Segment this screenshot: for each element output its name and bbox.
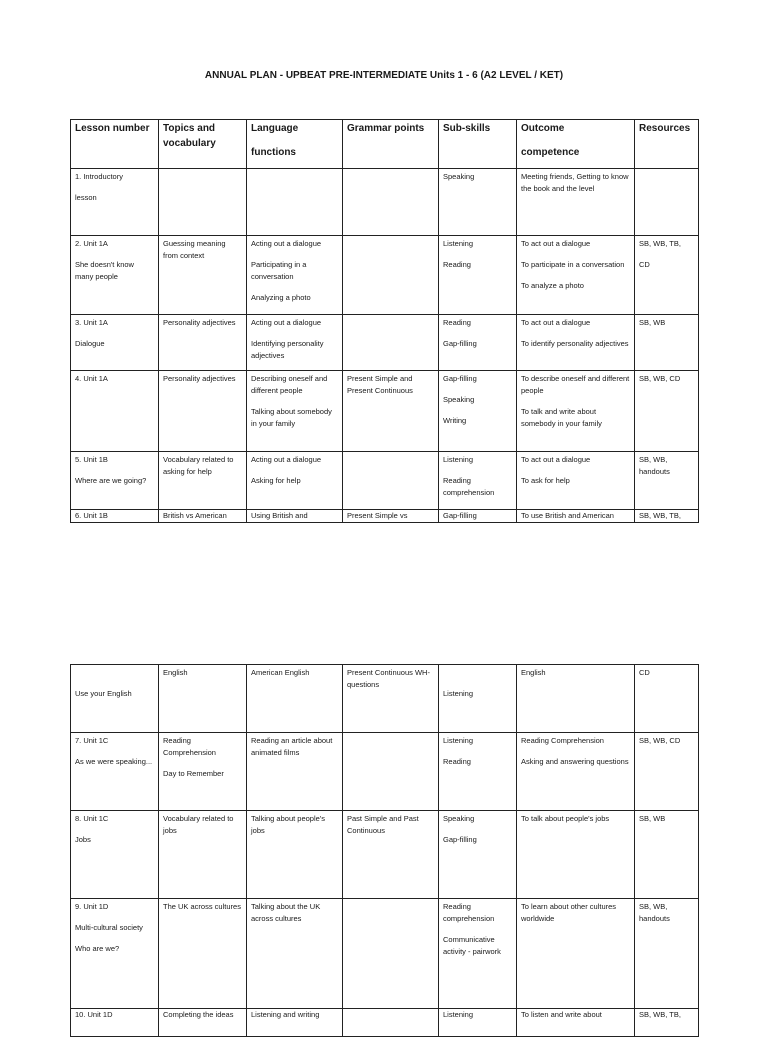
cell-text: Speaking [443,395,475,404]
cell-subskills [439,811,517,899]
cell-lesson [71,236,159,315]
cell-text: Reading [443,757,471,766]
cell-text: Personality adjectives [163,374,236,383]
cell-topics [159,733,247,811]
cell-text: Vocabulary related to jobs [163,814,234,835]
cell-text: Reading comprehension [443,902,495,923]
cell-text: Listening and writing [251,1010,320,1019]
cell-text: Present Continuous WH-questions [347,668,430,689]
cell-text: Identifying personality adjectives [251,339,324,360]
cell-grammar [343,315,439,371]
cell-language [247,899,343,1009]
cell-grammar [343,371,439,452]
cell-language [247,236,343,315]
cell-text: 3. Unit 1A [75,318,108,327]
cell-text: Where are we going? [75,476,147,485]
cell-lesson [71,665,159,733]
cell-topics [159,236,247,315]
cell-text: Reading [443,318,471,327]
annual-plan-table-page-1 [70,119,699,523]
cell-text: To participate in a conversation [521,260,625,269]
cell-text: Asking for help [251,476,301,485]
cell-text: Present Simple vs [347,511,408,520]
cell-text: To analyze a photo [521,281,584,290]
cell-grammar [343,169,439,236]
document-title: ANNUAL PLAN - UPBEAT PRE-INTERMEDIATE Units 1 - 6 (A2 LEVEL / KET) [204,70,564,81]
cell-outcome [517,510,635,523]
cell-text: Describing oneself and different people [251,374,328,395]
cell-text: American English [251,668,310,677]
cell-text: Gap-filling [443,511,477,520]
cell-lesson [71,371,159,452]
cell-language [247,811,343,899]
cell-text: Using British and [251,511,308,520]
cell-topics [159,811,247,899]
cell-text: Writing [443,416,467,425]
cell-text: Reading an article about animated films [251,736,333,757]
cell-text: CD [639,668,650,677]
cell-outcome [517,899,635,1009]
header-language-functions: Language functions [247,120,343,169]
cell-text: Who are we? [75,944,120,953]
cell-text: Listening [443,239,474,248]
cell-topics [159,315,247,371]
cell-text: Asking and answering questions [521,757,629,766]
cell-outcome [517,315,635,371]
cell-text: Multi-cultural society [75,923,143,932]
annual-plan-table-page-2 [70,664,699,1037]
cell-text: SB, WB, TB, [639,1010,681,1019]
cell-text: Dialogue [75,339,105,348]
cell-resources [635,1009,699,1037]
cell-text: SB, WB, TB, [639,239,681,248]
cell-text: To act out a dialogue [521,318,591,327]
cell-text: Talking about somebody in your family [251,407,332,428]
cell-text: 7. Unit 1C [75,736,109,745]
table-row [71,665,699,733]
cell-text: To act out a dialogue [521,239,591,248]
cell-resources [635,665,699,733]
cell-text: Reading comprehension [443,476,495,497]
cell-text: SB, WB, CD [639,374,681,383]
cell-text: Personality adjectives [163,318,236,327]
cell-grammar [343,1009,439,1037]
cell-subskills [439,371,517,452]
cell-outcome [517,811,635,899]
cell-lesson [71,315,159,371]
cell-subskills [439,899,517,1009]
cell-text: Guessing meaning from context [163,239,226,260]
cell-topics [159,1009,247,1037]
cell-resources [635,733,699,811]
cell-text: SB, WB, handouts [639,902,670,923]
cell-outcome [517,169,635,236]
cell-outcome [517,665,635,733]
table-row [71,1009,699,1037]
cell-text: Analyzing a photo [251,293,311,302]
cell-text: 9. Unit 1D [75,902,109,911]
cell-topics [159,452,247,510]
cell-subskills [439,452,517,510]
cell-outcome [517,1009,635,1037]
cell-grammar [343,733,439,811]
cell-grammar [343,510,439,523]
cell-text: To talk and write about somebody in your family [521,407,602,428]
cell-text: Use your English [75,689,132,698]
cell-text: Gap-filling [443,339,477,348]
cell-text: Reading Comprehension [521,736,604,745]
cell-language [247,315,343,371]
cell-topics [159,665,247,733]
cell-text: Acting out a dialogue [251,318,322,327]
header-sub-skills: Sub-skills [439,120,517,169]
cell-subskills [439,236,517,315]
cell-lesson [71,169,159,236]
cell-outcome [517,236,635,315]
table-row [71,452,699,510]
header-topics-vocabulary: Topics and vocabulary [159,120,247,169]
cell-language [247,452,343,510]
table-row [71,899,699,1009]
cell-lesson [71,510,159,523]
cell-text: To ask for help [521,476,570,485]
cell-grammar [343,811,439,899]
cell-text: British vs American [163,511,227,520]
cell-subskills [439,169,517,236]
cell-text: 8. Unit 1C [75,814,109,823]
cell-text: Participating in a conversation [251,260,307,281]
cell-text: SB, WB [639,318,666,327]
cell-text: Acting out a dialogue [251,455,322,464]
header-outcome-competence: Outcome competence [517,120,635,169]
cell-text: To use British and American [521,511,614,520]
cell-text: She doesn't know many people [75,260,134,281]
cell-text: Speaking [443,814,475,823]
cell-grammar [343,899,439,1009]
cell-text: 1. Introductory [75,172,123,181]
cell-text: Present Simple and Present Continuous [347,374,413,395]
cell-subskills [439,733,517,811]
cell-text: Listening [443,1010,474,1019]
cell-resources [635,315,699,371]
cell-text: English [521,668,546,677]
cell-topics [159,371,247,452]
header-lesson-number: Lesson number [71,120,159,169]
cell-language [247,665,343,733]
header-resources: Resources [635,120,699,169]
cell-language [247,371,343,452]
cell-text: Talking about the UK across cultures [251,902,321,923]
cell-text: Gap-filling [443,374,477,383]
cell-subskills [439,510,517,523]
cell-outcome [517,452,635,510]
table-row [71,371,699,452]
cell-text: SB, WB [639,814,666,823]
cell-text: Acting out a dialogue [251,239,322,248]
cell-language [247,169,343,236]
cell-text: SB, WB, handouts [639,455,670,476]
cell-resources [635,236,699,315]
cell-text: Listening [443,689,474,698]
table-row [71,169,699,236]
table-row [71,733,699,811]
cell-resources [635,452,699,510]
cell-text: Listening [443,455,474,464]
cell-resources [635,899,699,1009]
cell-text: Talking about people's jobs [251,814,325,835]
table-row [71,315,699,371]
cell-text: Reading [443,260,471,269]
cell-text: Reading Comprehension [163,736,216,757]
cell-resources [635,169,699,236]
cell-text: To learn about other cultures worldwide [521,902,617,923]
table-row [71,510,699,523]
cell-text: Vocabulary related to asking for help [163,455,234,476]
cell-text: To describe oneself and different people [521,374,630,395]
cell-language [247,510,343,523]
cell-text [75,667,154,679]
cell-text: Communicative activity - pairwork [443,935,501,956]
cell-text: English [163,668,188,677]
cell-lesson [71,733,159,811]
cell-lesson [71,1009,159,1037]
cell-lesson [71,899,159,1009]
cell-text: lesson [75,193,97,202]
cell-topics [159,510,247,523]
cell-text [443,667,512,679]
cell-text: 6. Unit 1B [75,511,108,520]
cell-language [247,1009,343,1037]
cell-text: Completing the ideas [163,1010,234,1019]
cell-text: CD [639,260,650,269]
cell-lesson [71,811,159,899]
cell-resources [635,510,699,523]
cell-grammar [343,665,439,733]
cell-text: The UK across cultures [163,902,241,911]
cell-text: To act out a dialogue [521,455,591,464]
cell-lesson [71,452,159,510]
cell-subskills [439,665,517,733]
cell-grammar [343,236,439,315]
cell-text: Gap-filling [443,835,477,844]
cell-text: Past Simple and Past Continuous [347,814,419,835]
cell-text: To talk about people's jobs [521,814,610,823]
cell-text: 2. Unit 1A [75,239,108,248]
cell-text: Day to Remember [163,769,224,778]
cell-text: Jobs [75,835,91,844]
cell-topics [159,169,247,236]
cell-text: 5. Unit 1B [75,455,108,464]
cell-resources [635,811,699,899]
cell-subskills [439,1009,517,1037]
cell-grammar [343,452,439,510]
cell-text: SB, WB, TB, [639,511,681,520]
cell-language [247,733,343,811]
cell-resources [635,371,699,452]
cell-text: To listen and write about [521,1010,602,1019]
cell-text: To identify personality adjectives [521,339,629,348]
cell-text: Meeting friends, Getting to know the book and the level [521,172,629,193]
cell-topics [159,899,247,1009]
cell-text: 4. Unit 1A [75,374,108,383]
header-grammar-points: Grammar points [343,120,439,169]
cell-text: Listening [443,736,474,745]
table-row [71,811,699,899]
cell-text: As we were speaking... [75,757,153,766]
header-row [71,120,699,169]
cell-subskills [439,315,517,371]
cell-text: 10. Unit 1D [75,1010,113,1019]
table-row [71,236,699,315]
cell-outcome [517,371,635,452]
cell-text: Speaking [443,172,475,181]
cell-outcome [517,733,635,811]
cell-text: SB, WB, CD [639,736,681,745]
